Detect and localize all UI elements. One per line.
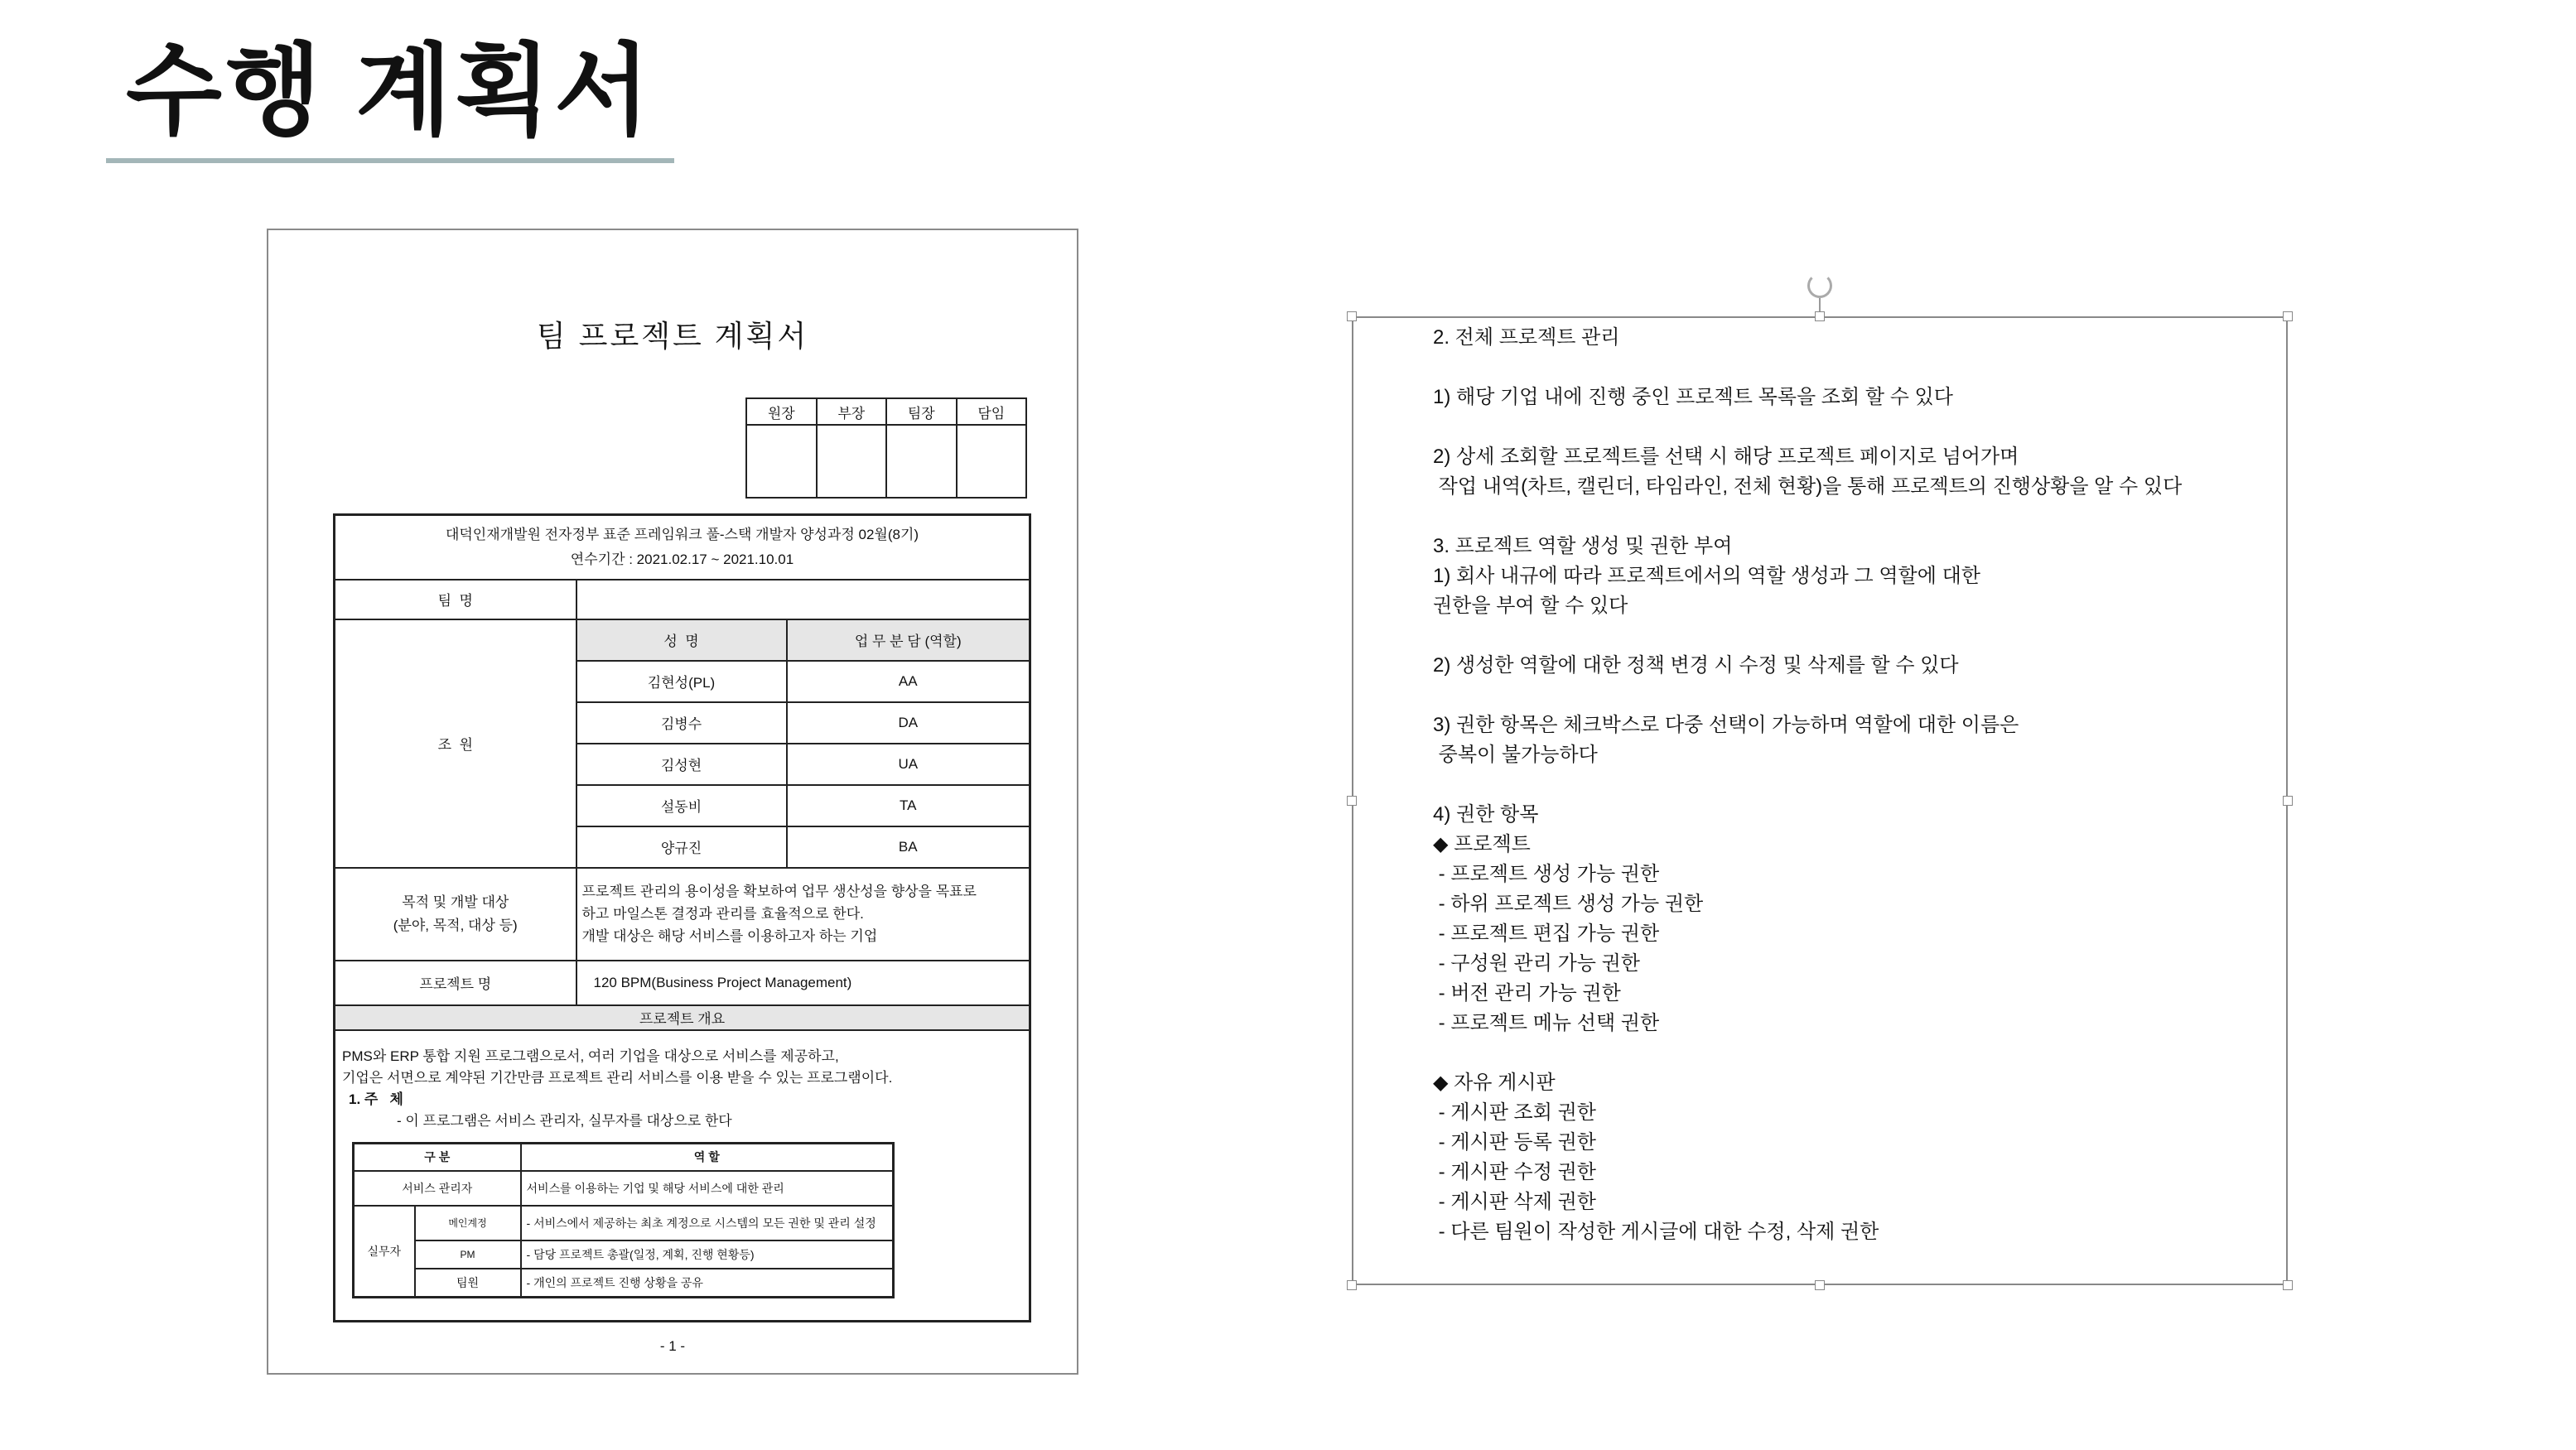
approval-header: 부장 bbox=[817, 398, 887, 425]
roles-header-category: 구 분 bbox=[354, 1143, 521, 1171]
member-role: UA bbox=[787, 744, 1030, 785]
purpose-line: 프로젝트 관리의 용이성을 확보하여 업무 생산성을 향상을 목표로 bbox=[581, 884, 977, 899]
text-box-line: 작업 내역(차트, 캘린더, 타임라인, 전체 현황)을 통해 프로젝트의 진행상황을 알 수 있다 bbox=[1433, 475, 2183, 498]
roles-label: 팀원 bbox=[415, 1269, 521, 1297]
course-line: 대덕인재개발원 전자정부 표준 프레임워크 풀-스택 개발자 양성과정 02월(8기) bbox=[445, 526, 919, 542]
text-box-line: - 프로젝트 편집 가능 권한 bbox=[1433, 923, 1660, 945]
roles-desc: 서비스를 이용하는 기업 및 해당 서비스에 대한 관리 bbox=[521, 1171, 894, 1206]
text-box-line bbox=[1433, 412, 2182, 442]
text-box-content[interactable] bbox=[1433, 323, 2182, 1247]
signature-cell bbox=[886, 425, 957, 498]
member-name: 김병수 bbox=[576, 702, 787, 744]
page-number: - 1 - bbox=[659, 1338, 686, 1354]
text-box-line: 3. 프로젝트 역할 생성 및 권한 부여 bbox=[1433, 535, 1733, 557]
purpose-label-line: 목적 및 개발 대상 bbox=[402, 894, 509, 910]
rotate-handle-icon[interactable] bbox=[1807, 273, 1832, 298]
signature-cell bbox=[817, 425, 887, 498]
text-box-line: 2) 상세 조회할 프로젝트를 선택 시 해당 프로젝트 페이지로 넘어가며 bbox=[1433, 446, 2019, 468]
selected-text-box[interactable] bbox=[1352, 316, 2288, 1285]
approval-header: 담임 bbox=[957, 398, 1027, 425]
approval-table bbox=[745, 397, 1027, 499]
resize-handle[interactable] bbox=[2283, 796, 2293, 806]
text-box-line bbox=[1433, 1038, 2182, 1068]
text-box-line bbox=[1433, 681, 2182, 711]
overview-header: 프로젝트 개요 bbox=[335, 1005, 1030, 1030]
resize-handle[interactable] bbox=[1347, 1280, 1357, 1290]
text-box-line: ◆ 프로젝트 bbox=[1433, 833, 1531, 855]
roles-label: 서비스 관리자 bbox=[354, 1171, 521, 1206]
roles-label: 메인계정 bbox=[415, 1206, 521, 1240]
purpose-line: 개발 대상은 해당 서비스를 이용하고자 하는 기업 bbox=[581, 928, 878, 944]
team-name-label: 팀 명 bbox=[335, 580, 576, 619]
period-line: 연수기간 : 2021.02.17 ~ 2021.10.01 bbox=[570, 551, 794, 567]
text-box-line: - 게시판 삭제 권한 bbox=[1433, 1191, 1596, 1213]
purpose-text bbox=[576, 868, 1030, 961]
project-name-label: 프로젝트 명 bbox=[335, 961, 576, 1005]
text-box-line: - 다른 팀원이 작성한 게시글에 대한 수정, 삭제 권한 bbox=[1433, 1221, 1879, 1243]
text-box-line: ◆ 자유 게시판 bbox=[1433, 1072, 1556, 1094]
text-box-line: 4) 권한 항목 bbox=[1433, 803, 1539, 826]
resize-handle[interactable] bbox=[2283, 311, 2293, 321]
member-name: 김성현 bbox=[576, 744, 787, 785]
purpose-label bbox=[335, 868, 576, 961]
overview-line: 기업은 서면으로 계약된 기간만큼 프로젝트 관리 서비스를 이용 받을 수 있는 프로그램이다. bbox=[342, 1069, 893, 1086]
text-box-line: 2. 전체 프로젝트 관리 bbox=[1433, 326, 1620, 349]
approval-header: 팀장 bbox=[886, 398, 957, 425]
text-box-line: - 게시판 수정 권한 bbox=[1433, 1161, 1596, 1183]
signature-cell bbox=[957, 425, 1027, 498]
text-box-line bbox=[1433, 770, 2182, 800]
text-box-line: - 프로젝트 메뉴 선택 권한 bbox=[1433, 1012, 1660, 1034]
text-box-line bbox=[1433, 621, 2182, 651]
members-label: 조 원 bbox=[335, 619, 576, 868]
resize-handle[interactable] bbox=[1347, 311, 1357, 321]
member-role: TA bbox=[787, 785, 1030, 826]
member-role: DA bbox=[787, 702, 1030, 744]
purpose-line: 하고 마일스톤 결정과 관리를 효율적으로 한다. bbox=[581, 906, 864, 922]
member-name: 양규진 bbox=[576, 826, 787, 868]
slide-title: 수행 계획서 bbox=[126, 36, 654, 147]
text-box-line: 3) 권한 항목은 체크박스로 다중 선택이 가능하며 역할에 대한 이름은 bbox=[1433, 714, 2019, 736]
resize-handle[interactable] bbox=[1815, 311, 1825, 321]
subject-heading: 1. 주 체 bbox=[349, 1091, 403, 1107]
text-box-line: 2) 생성한 역할에 대한 정책 변경 시 수정 및 삭제를 할 수 있다 bbox=[1433, 654, 1959, 677]
text-box-line: - 구성원 관리 가능 권한 bbox=[1433, 952, 1640, 975]
text-box-line: - 하위 프로젝트 생성 가능 권한 bbox=[1433, 893, 1704, 915]
roles-desc: - 서비스에서 제공하는 최초 계정으로 시스템의 모든 권한 및 관리 설정 bbox=[521, 1206, 894, 1240]
resize-handle[interactable] bbox=[2283, 1280, 2293, 1290]
document-title: 팀 프로젝트 계획서 bbox=[536, 319, 809, 353]
document-page-image[interactable] bbox=[267, 229, 1078, 1375]
project-name-value: 120 BPM(Business Project Management) bbox=[576, 961, 1030, 1005]
resize-handle[interactable] bbox=[1347, 796, 1357, 806]
text-box-line: 권한을 부여 할 수 있다 bbox=[1433, 595, 1628, 617]
roles-desc: - 담당 프로젝트 총괄(일정, 계획, 진행 현황등) bbox=[521, 1240, 894, 1269]
text-box-line: - 프로젝트 생성 가능 권한 bbox=[1433, 863, 1660, 885]
text-box-line: 1) 해당 기업 내에 진행 중인 프로젝트 목록을 조회 할 수 있다 bbox=[1433, 386, 1953, 408]
text-box-line bbox=[1433, 353, 2182, 383]
title-underline bbox=[106, 158, 674, 163]
roles-desc: - 개인의 프로젝트 진행 상황을 공유 bbox=[521, 1269, 894, 1297]
team-name-value bbox=[576, 580, 1030, 619]
purpose-label-line: (분야, 목적, 대상 등) bbox=[393, 917, 518, 933]
text-box-line bbox=[1433, 502, 2182, 532]
roles-group-label: 실무자 bbox=[354, 1206, 415, 1297]
roles-table bbox=[352, 1142, 895, 1298]
resize-handle[interactable] bbox=[1815, 1280, 1825, 1290]
plan-table bbox=[333, 513, 1031, 1322]
roles-label: PM bbox=[415, 1240, 521, 1269]
signature-cell bbox=[746, 425, 817, 498]
overview-line: PMS와 ERP 통합 지원 프로그램으로서, 여러 기업을 대상으로 서비스를 제공하고, bbox=[342, 1048, 839, 1064]
text-box-line: - 게시판 조회 권한 bbox=[1433, 1101, 1596, 1124]
approval-header: 원장 bbox=[746, 398, 817, 425]
text-box-line: 중복이 불가능하다 bbox=[1433, 744, 1598, 766]
members-role-header: 업 무 분 담 (역할) bbox=[787, 619, 1030, 661]
overview-body bbox=[335, 1030, 1030, 1322]
text-box-line: - 게시판 등록 권한 bbox=[1433, 1131, 1596, 1154]
member-role: AA bbox=[787, 661, 1030, 702]
course-info bbox=[335, 515, 1030, 580]
text-box-line: - 버전 관리 가능 권한 bbox=[1433, 982, 1621, 1004]
member-role: BA bbox=[787, 826, 1030, 868]
text-box-line: 1) 회사 내규에 따라 프로젝트에서의 역할 생성과 그 역할에 대한 bbox=[1433, 565, 1980, 587]
member-name: 김현성(PL) bbox=[576, 661, 787, 702]
subject-text: - 이 프로그램은 서비스 관리자, 실무자를 대상으로 한다 bbox=[397, 1112, 732, 1129]
roles-header-role: 역 할 bbox=[521, 1143, 894, 1171]
member-name: 설동비 bbox=[576, 785, 787, 826]
members-name-header: 성 명 bbox=[576, 619, 787, 661]
